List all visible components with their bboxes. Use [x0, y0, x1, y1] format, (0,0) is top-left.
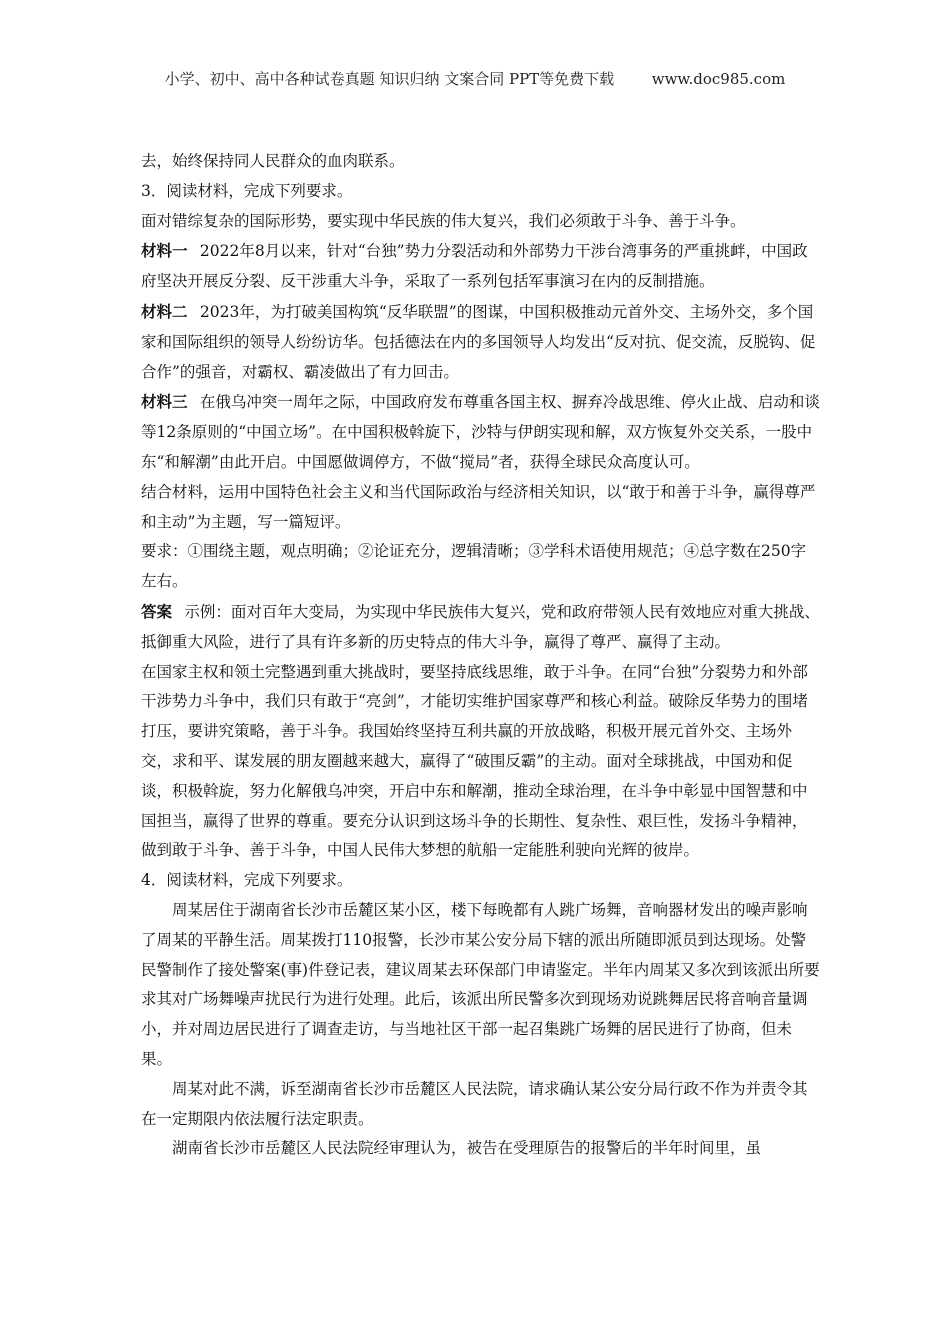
material-1 [141, 236, 821, 297]
material-2-label: 材料二 [141, 301, 188, 321]
material-2-text: 2023年，为打破美国构筑“反华联盟”的图谋，中国积极推动元首外交、主场外交，多个国家和国际组织的领导人纷纷访华。包括德法在内的多国领导人均发出“反对抗、促交流，反脱钩、促合作”的强音，对霸权、霸凌做出了有力回击。 [141, 302, 816, 381]
answer-paragraph-1 [141, 597, 821, 658]
question-4-title: 4．阅读材料，完成下列要求。 [141, 871, 353, 890]
material-2 [141, 297, 821, 387]
material-3-text: 在俄乌冲突一周年之际，中国政府发布尊重各国主权、摒弃冷战思维、停火止战、启动和谈等12条原则的“中国立场”。在中国积极斡旋下，沙特与伊朗实现和解，双方恢复外交关系，一股中东“和解潮”由此开启。中国愿做调停方，不做“搅局”者，获得全球民众高度认可。 [141, 393, 820, 471]
material-3 [141, 387, 821, 477]
question-3-task: 结合材料，运用中国特色社会主义和当代国际政治与经济相关知识，以“敢于和善于斗争，赢得尊严和主动”为主题，写一篇短评。 [141, 482, 816, 531]
header-url[interactable]: www.doc985.com [651, 70, 786, 88]
question-4-paragraph-2: 周某对此不满，诉至湖南省长沙市岳麓区人民法院，请求确认某公安分局行政不作为并责令其在一定期限内依法履行法定职责。 [141, 1079, 808, 1128]
question-3-intro: 面对错综复杂的国际形势，要实现中华民族的伟大复兴，我们必须敢于斗争、善于斗争。 [141, 211, 746, 230]
answer-label: 答案 [141, 601, 173, 621]
document-body [141, 147, 821, 1164]
question-4-paragraph-3: 湖南省长沙市岳麓区人民法院经审理认为，被告在受理原告的报警后的半年时间里，虽 [172, 1139, 762, 1158]
carry-over-line: 去，始终保持同人民群众的血肉联系。 [141, 152, 405, 170]
question-4-paragraph-1: 周某居住于湖南省长沙市岳麓区某小区，楼下每晚都有人跳广场舞，音响器材发出的噪声影响了周某的平静生活。周某拨打110报警，长沙市某公安分局下辖的派出所随即派员到达现场。处警民警制作了接处警案(事)件登记表，建议周某去环保部门申请鉴定。半年内周某又多次到该派出所要求其对广场舞噪声扰民行为进行处理。此后，该派出所民警多次到现场劝说跳舞居民将音响音量调小，并对周边居民进行了调查走访，与当地社区干部一起召集跳广场舞的居民进行了协商，但未果。 [141, 900, 820, 1068]
material-1-label: 材料一 [141, 241, 188, 261]
material-1-text: 2022年8月以来，针对“台独”势力分裂活动和外部势力干涉台湾事务的严重挑衅，中国政府坚决开展反分裂、反干涉重大斗争，采取了一系列包括军事演习在内的反制措施。 [141, 242, 808, 291]
answer-paragraph-2: 在国家主权和领土完整遇到重大挑战时，要坚持底线思维，敢于斗争。在同“台独”分裂势力和外部干涉势力斗争中，我们只有敢于“亮剑”，才能切实维护国家尊严和核心利益。破除反华势力的围堵打压，要讲究策略，善于斗争。我国始终坚持互利共赢的开放战略，积极开展元首外交、主场外交，求和平、谋发展的朋友圈越来越大，赢得了“破围反霸”的主动。面对全球挑战，中国劝和促谈，积极斡旋，努力化解俄乌冲突，开启中东和解潮，推动全球治理，在斗争中彰显中国智慧和中国担当，赢得了世界的尊重。要充分认识到这场斗争的长期性、复杂性、艰巨性，发扬斗争精神，做到敢于斗争、善于斗争，中国人民伟大梦想的航船一定能胜利驶向光辉的彼岸。 [141, 662, 808, 860]
question-3-requirements: 要求：①围绕主题，观点明确；②论证充分，逻辑清晰；③学科术语使用规范；④总字数在250字左右。 [141, 542, 807, 591]
page-header [0, 68, 950, 89]
question-3-title: 3．阅读材料，完成下列要求。 [141, 181, 353, 200]
header-text: 小学、初中、高中各种试卷真题 知识归纳 文案合同 PPT等免费下载 [164, 70, 615, 88]
answer-intro-text: 示例：面对百年大变局，为实现中华民族伟大复兴，党和政府带领人民有效地应对重大挑战、抵御重大风险，进行了具有许多新的历史特点的伟大斗争，赢得了尊严、赢得了主动。 [141, 602, 820, 651]
material-3-label: 材料三 [141, 392, 188, 412]
